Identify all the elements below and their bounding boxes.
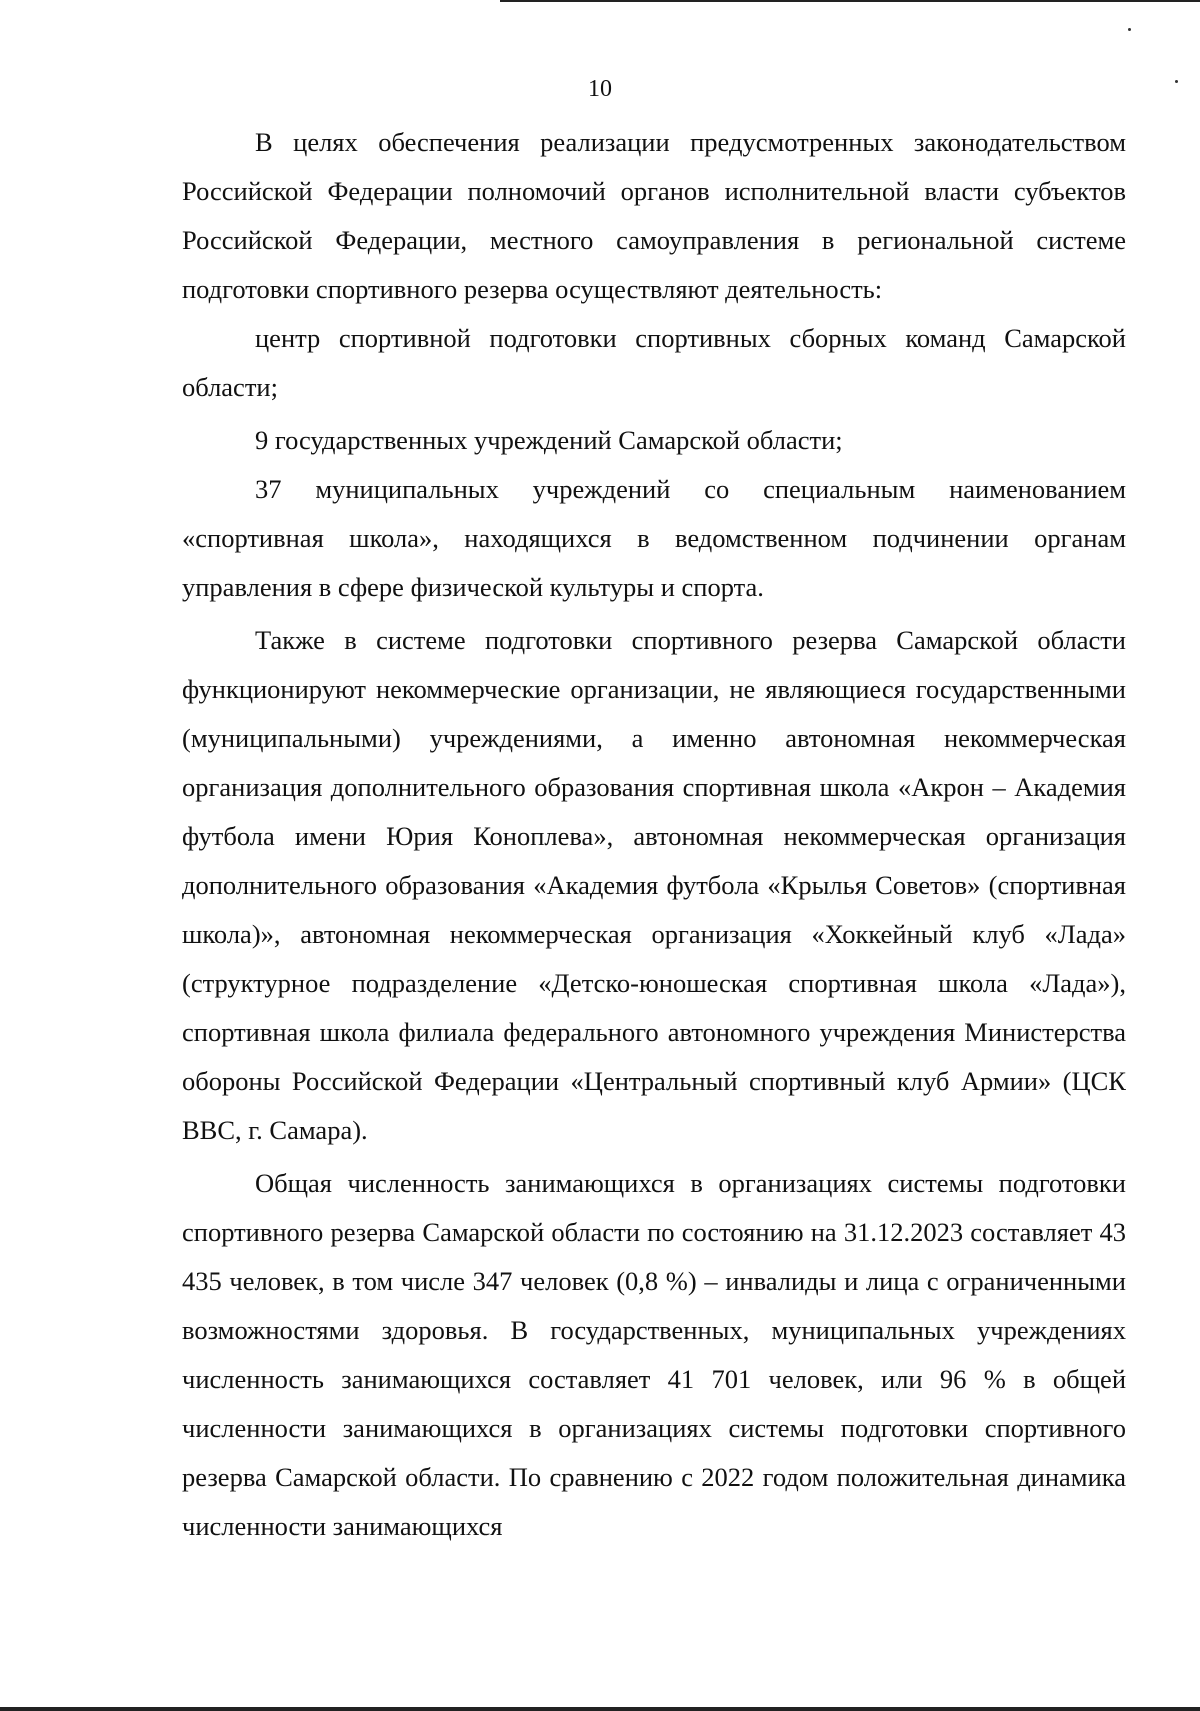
paragraph-intro: В целях обеспечения реализации предусмотренных законодательством Российской Федерации полномочий органов исполнительной власти субъектов Российской Федерации, местного самоуправления в региональной системе подготовки спортивного резерва осуществляют деятельность: bbox=[182, 127, 1126, 304]
scan-speck bbox=[1128, 28, 1131, 31]
list-item-municipal-institutions: 37 муниципальных учреждений со специальным наименованием «спортивная школа», находящихся в ведомственном подчинении органам управления в сфере физической культуры и спорта. bbox=[182, 474, 1126, 602]
page-number: 10 bbox=[588, 76, 612, 102]
scan-speck bbox=[1175, 80, 1178, 83]
paragraph-nonprofit-organizations: Также в системе подготовки спортивного резерва Самарской области функционируют некоммерческие организации, не являющиеся государственными (муниципальными) учреждениями, а именно автономная некоммерческая организация дополнительного образования спортивная школа «Акрон – Академия футбола имени Юрия Коноплева», автономная некоммерческая организация дополнительного образования «Академия футбола «Крылья Советов» (спортивная школа)», автономная некоммерческая организация «Хоккейный клуб «Лада» (структурное подразделение «Детско-юношеская спортивная школа «Лада»), спортивная школа филиала федерального автономного учреждения Министерства обороны Российской Федерации «Центральный спортивный клуб Армии» (ЦСК ВВС, г. Самара). bbox=[182, 625, 1126, 1145]
list-item-state-institutions: 9 государственных учреждений Самарской области; bbox=[255, 425, 843, 455]
scan-edge-bottom bbox=[0, 1707, 1200, 1711]
document-body bbox=[182, 118, 1126, 1551]
paragraph-participant-statistics: Общая численность занимающихся в организациях системы подготовки спортивного резерва Самарской области по состоянию на 31.12.2023 составляет 43 435 человек, в том числе 347 человек (0,8 %) – инвалиды и лица с ограниченными возможностями здоровья. В государственных, муниципальных учреждениях численность занимающихся составляет 41 701 человек, или 96 % в общей численности занимающихся в организациях системы подготовки спортивного резерва Самарской области. По сравнению с 2022 годом положительная динамика численности занимающихся bbox=[182, 1168, 1126, 1541]
list-item-sports-center: центр спортивной подготовки спортивных сборных команд Самарской области; bbox=[182, 323, 1126, 402]
scan-edge-top bbox=[500, 0, 1200, 2]
